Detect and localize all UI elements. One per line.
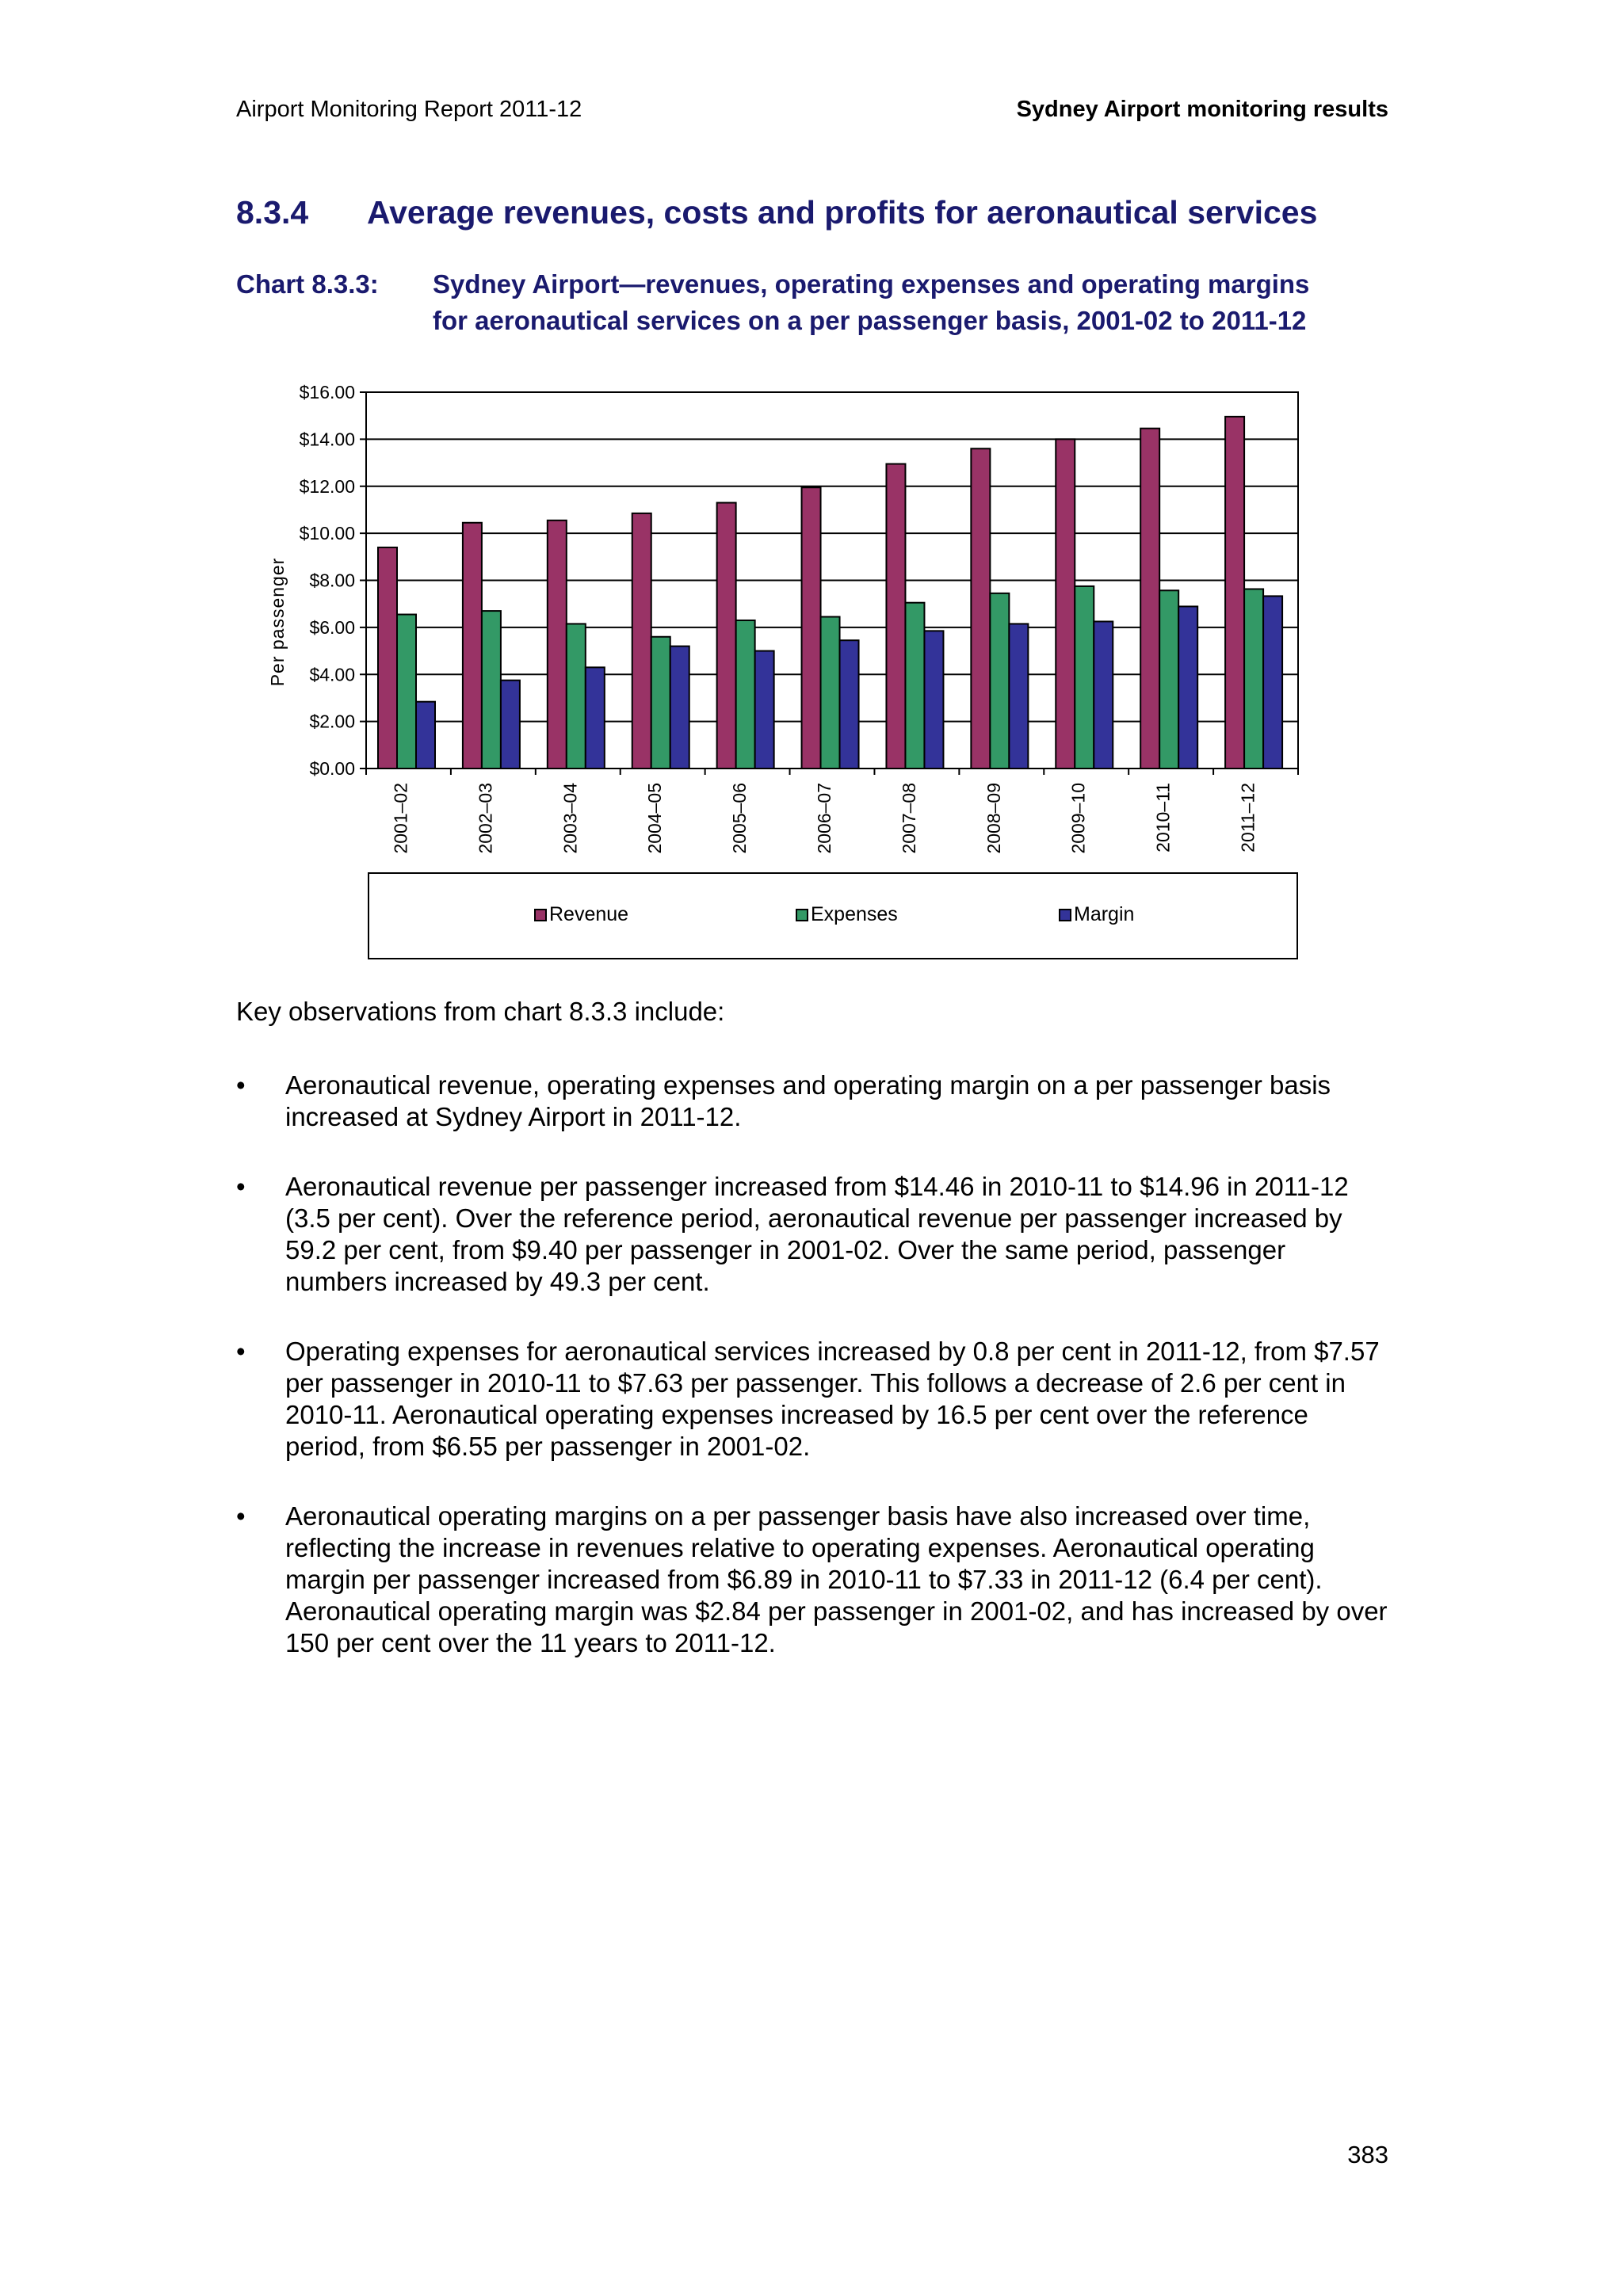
bar-revenue bbox=[971, 448, 990, 769]
bar-margin bbox=[755, 651, 774, 769]
bar-expenses bbox=[736, 620, 755, 769]
bar-margin bbox=[840, 640, 859, 769]
list-item bbox=[236, 1336, 1393, 1463]
bar-margin bbox=[1178, 606, 1197, 769]
bar-expenses bbox=[821, 617, 840, 769]
y-axis-label: Per passenger bbox=[267, 557, 288, 687]
key-observations-intro: Key observations from chart 8.3.3 include: bbox=[236, 997, 725, 1026]
legend-swatch-margin bbox=[1060, 910, 1071, 921]
bar-expenses bbox=[482, 611, 501, 769]
y-tick-label: $10.00 bbox=[299, 523, 355, 544]
bullet-icon: • bbox=[236, 1501, 246, 1531]
x-tick-label: 2004–05 bbox=[644, 783, 666, 854]
bar-revenue bbox=[1140, 429, 1159, 769]
bar-revenue bbox=[1225, 417, 1244, 769]
bar-margin bbox=[670, 646, 689, 769]
bar-chart bbox=[262, 372, 1308, 967]
list-item bbox=[236, 1501, 1393, 1659]
bar-margin bbox=[501, 681, 520, 769]
chart-label: Chart 8.3.3: bbox=[236, 269, 379, 299]
legend-swatch-revenue bbox=[535, 910, 546, 921]
bar-revenue bbox=[1056, 439, 1075, 769]
bullet-text: Aeronautical revenue, operating expenses and operating margin on a per passenger basis increased at Sydney Airport in 2011-12. bbox=[285, 1070, 1331, 1131]
page-number: 383 bbox=[1347, 2141, 1388, 2168]
bar-margin bbox=[1094, 621, 1113, 769]
bullet-icon: • bbox=[236, 1172, 246, 1201]
bar-revenue bbox=[717, 503, 736, 769]
y-tick-label: $16.00 bbox=[299, 382, 355, 402]
report-title: Airport Monitoring Report 2011-12 bbox=[236, 97, 582, 122]
bullet-text: Aeronautical operating margins on a per passenger basis have also increased over time, reflecting the increase in revenues relative to operating expenses. Aeronautical operating margin per passenger increased from $6.89 in 2010-11 to $7.33 in 2011-12 (6.4 per cent). Aeronautical operating margin was $2.84 per passenger in 2001-02, and has increased by over 150 per cent over the 11 years to 2011-12. bbox=[285, 1501, 1388, 1657]
bullet-list bbox=[236, 1070, 1393, 1697]
bar-margin bbox=[924, 631, 943, 769]
bar-expenses bbox=[990, 593, 1009, 769]
section-running-title: Sydney Airport monitoring results bbox=[1016, 97, 1388, 122]
bar-expenses bbox=[567, 624, 586, 769]
bar-margin bbox=[1009, 624, 1028, 769]
x-tick-label: 2001–02 bbox=[390, 783, 411, 854]
y-tick-label: $4.00 bbox=[309, 664, 355, 685]
section-heading bbox=[236, 194, 1317, 231]
chart-title-line-1: Sydney Airport—revenues, operating expenses and operating margins bbox=[433, 269, 1310, 299]
x-tick-label: 2003–04 bbox=[559, 783, 581, 854]
bar-margin bbox=[586, 667, 605, 769]
section-number: 8.3.4 bbox=[236, 194, 309, 231]
bar-revenue bbox=[632, 513, 651, 769]
legend-label-margin: Margin bbox=[1074, 903, 1135, 925]
list-item bbox=[236, 1070, 1393, 1133]
y-tick-label: $6.00 bbox=[309, 616, 355, 638]
bar-margin bbox=[416, 702, 435, 769]
bar-revenue bbox=[548, 521, 567, 769]
bar-revenue bbox=[802, 487, 821, 769]
y-tick-label: $12.00 bbox=[299, 475, 355, 497]
bar-expenses bbox=[651, 637, 670, 769]
bar-expenses bbox=[397, 615, 416, 769]
bar-expenses bbox=[1244, 589, 1263, 769]
x-tick-label: 2008–09 bbox=[983, 783, 1004, 854]
x-tick-label: 2009–10 bbox=[1067, 783, 1089, 854]
bar-expenses bbox=[1075, 586, 1094, 769]
chart-title bbox=[433, 266, 1384, 339]
bar-revenue bbox=[378, 547, 397, 769]
legend-label-expenses: Expenses bbox=[811, 903, 898, 925]
bar-expenses bbox=[905, 603, 924, 769]
bar-revenue bbox=[886, 464, 905, 769]
y-tick-label: $8.00 bbox=[309, 570, 355, 591]
x-tick-label: 2002–03 bbox=[475, 783, 496, 854]
bar-revenue bbox=[463, 523, 482, 769]
bar-expenses bbox=[1159, 590, 1178, 769]
legend-swatch-expenses bbox=[796, 910, 808, 921]
list-item bbox=[236, 1171, 1393, 1298]
y-tick-label: $14.00 bbox=[299, 429, 355, 450]
x-tick-label: 2006–07 bbox=[814, 783, 834, 854]
x-tick-label: 2007–08 bbox=[898, 783, 919, 854]
bullet-icon: • bbox=[236, 1337, 246, 1366]
legend-label-revenue: Revenue bbox=[549, 903, 629, 925]
bullet-icon: • bbox=[236, 1070, 246, 1100]
bar-margin bbox=[1263, 596, 1282, 769]
x-tick-label: 2011–12 bbox=[1237, 783, 1258, 852]
y-tick-label: $0.00 bbox=[309, 758, 355, 779]
bullet-text: Aeronautical revenue per passenger increased from $14.46 in 2010-11 to $14.96 in 2011-12 (3.5 per cent). Over the reference period, aeronautical revenue per passenger increased by 59.2 per cent, from $9.40 per passenger in 2001-02. Over the same period, passenger numbers increased by 49.3 per cent. bbox=[285, 1172, 1349, 1296]
bullet-text: Operating expenses for aeronautical services increased by 0.8 per cent in 2011-12, from $7.57 per passenger in 2010-11 to $7.63 per passenger. This follows a decrease of 2.6 per cent in 2010-11. Aeronautical operating expenses increased by 16.5 per cent over the reference period, from $6.55 per passenger in 2001-02. bbox=[285, 1337, 1380, 1461]
y-tick-label: $2.00 bbox=[309, 711, 355, 732]
x-tick-label: 2010–11 bbox=[1152, 783, 1174, 852]
x-tick-label: 2005–06 bbox=[729, 783, 750, 854]
section-title: Average revenues, costs and profits for aeronautical services bbox=[367, 194, 1318, 231]
chart-title-line-2: for aeronautical services on a per passenger basis, 2001-02 to 2011-12 bbox=[433, 306, 1307, 335]
